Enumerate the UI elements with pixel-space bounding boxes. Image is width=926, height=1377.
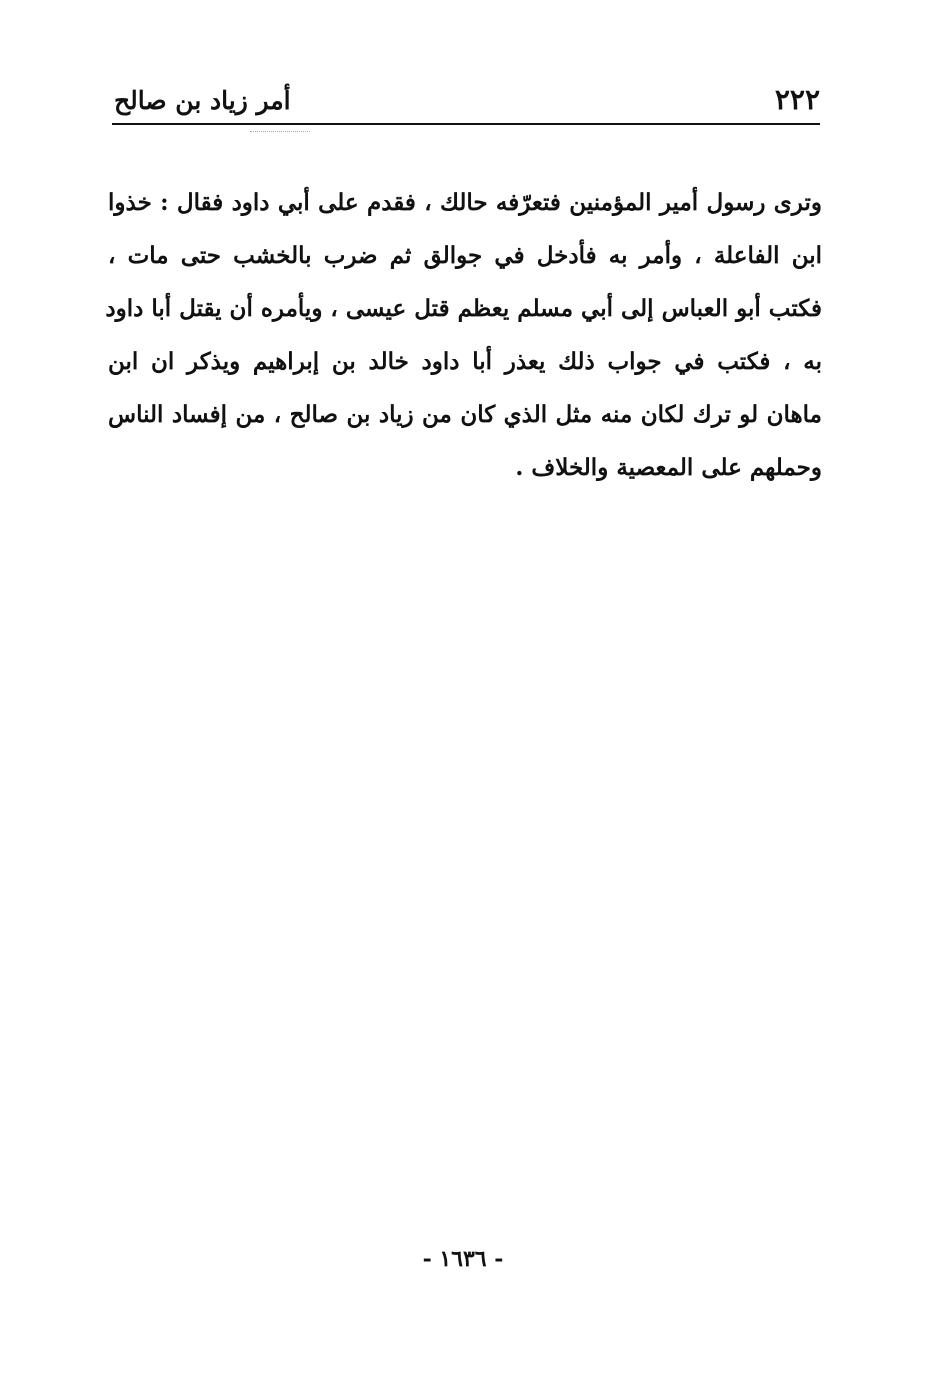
running-header	[112, 78, 820, 122]
text-line: فكتب أبو العباس إلى أبي مسلم يعظم قتل عيسى ، ويأمره أن يقتل أبا داود	[105, 295, 822, 322]
text-line: ابن الفاعلة ، وأمر به فأدخل في جوالق ثم ضرب بالخشب حتى مات ،	[108, 242, 822, 269]
header-page-number: ٢٢٢	[774, 83, 820, 116]
header-section-title: أمر زياد بن صالح	[114, 86, 291, 115]
header-rule-shadow	[250, 131, 310, 132]
text-line: ماهان لو ترك لكان منه مثل الذي كان من زياد بن صالح ، من إفساد الناس	[108, 401, 822, 428]
text-line: به ، فكتب في جواب ذلك يعذر أبا داود خالد بن إبراهيم ويذكر ان ابن	[108, 348, 822, 375]
text-line: وترى رسول أمير المؤمنين فتعرّفه حالك ، فقدم على أبي داود فقال : خذوا	[108, 189, 822, 216]
header-rule	[112, 123, 820, 125]
text-line: وحملهم على المعصية والخلاف .	[515, 454, 822, 481]
folio-page-number: - ١٦٣٦ -	[422, 1246, 504, 1272]
body-text	[105, 176, 822, 494]
